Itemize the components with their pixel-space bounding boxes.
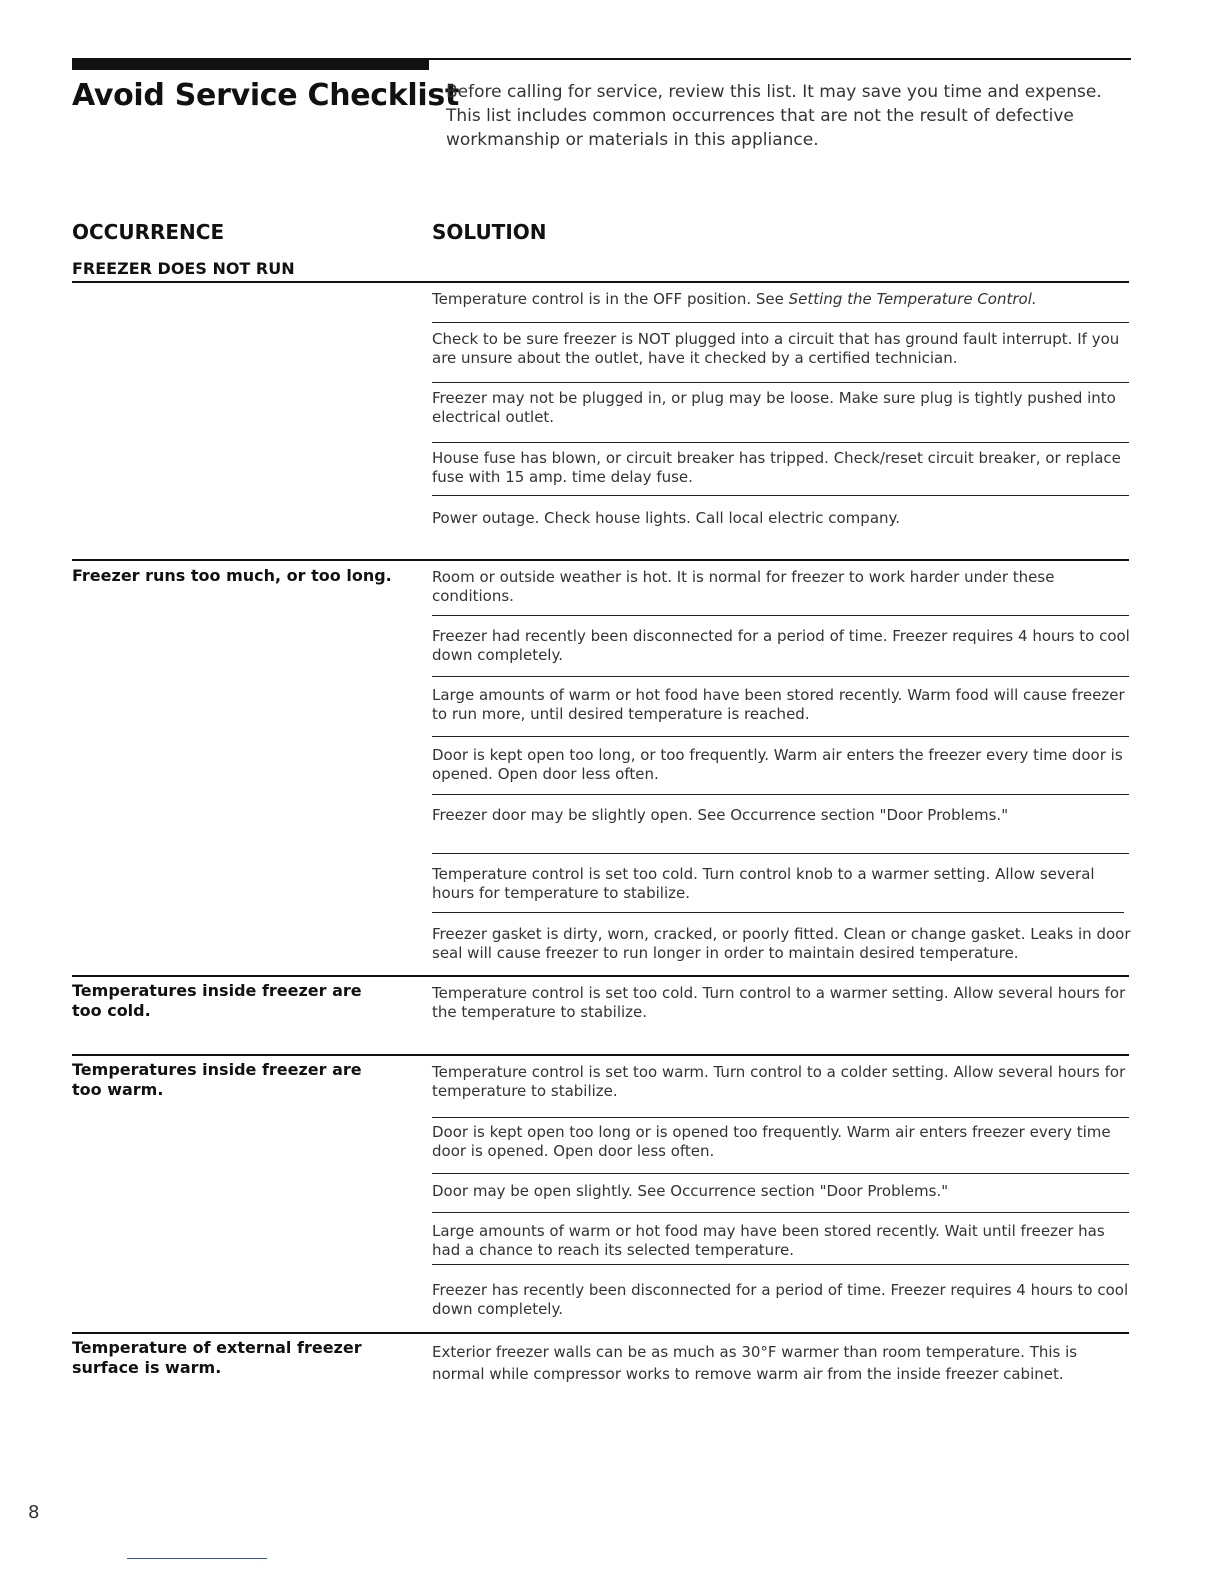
item-divider xyxy=(432,794,1129,795)
page-title: Avoid Service Checklist xyxy=(72,78,459,113)
item-divider xyxy=(432,615,1129,616)
occurrence-external-warm: Temperature of external freezer surface is warm. xyxy=(72,1338,362,1377)
solution-reference: Setting the Temperature Control. xyxy=(788,290,1037,308)
solution-item: Freezer had recently been disconnected for a period of time. Freezer requires 4 hours to cool down completely. xyxy=(432,627,1130,664)
header-rule xyxy=(429,58,1131,60)
section-rule xyxy=(72,1332,1129,1334)
solution-item: Freezer gasket is dirty, worn, cracked, or poorly fitted. Clean or change gasket. Leaks in door seal will cause freezer to run longer in order to maintain desired temperature. xyxy=(432,925,1131,962)
item-divider xyxy=(432,1264,1129,1265)
solution-item: Power outage. Check house lights. Call local electric company. xyxy=(432,509,901,527)
item-divider xyxy=(432,853,1129,854)
solution-item: Exterior freezer walls can be as much as 30°F warmer than room temperature. This is normal while compressor works to remove warm air from the inside freezer cabinet. xyxy=(432,1343,1078,1383)
item-divider xyxy=(432,912,1124,913)
item-divider xyxy=(432,442,1129,443)
occurrence-column-heading: OCCURRENCE xyxy=(72,220,225,244)
solution-item: Door is kept open too long, or too frequently. Warm air enters the freezer every time door is opened. Open door less often. xyxy=(432,746,1123,783)
occurrence-too-warm: Temperatures inside freezer are too warm. xyxy=(72,1060,362,1099)
solution-item: Temperature control is set too cold. Turn control to a warmer setting. Allow several hours for the temperature to stabilize. xyxy=(432,984,1126,1021)
section-rule xyxy=(72,559,1129,561)
solution-item: Freezer door may be slightly open. See Occurrence section "Door Problems." xyxy=(432,806,1009,824)
occurrence-freezer-does-not-run: FREEZER DOES NOT RUN xyxy=(72,259,295,278)
section-rule xyxy=(72,975,1129,977)
item-divider xyxy=(432,1212,1129,1213)
solution-item: Freezer has recently been disconnected for a period of time. Freezer requires 4 hours to cool down completely. xyxy=(432,1281,1129,1318)
solution-text: Temperature control is in the OFF position. See xyxy=(432,290,789,308)
solution-item: Freezer may not be plugged in, or plug may be loose. Make sure plug is tightly pushed into electrical outlet. xyxy=(432,389,1116,426)
intro-paragraph: Before calling for service, review this list. It may save you time and expense. This list includes common occurrences that are not the result of defective workmanship or materials in this appliance. xyxy=(446,82,1102,150)
solution-item: Temperature control is set too cold. Turn control knob to a warmer setting. Allow several hours for temperature to stabilize. xyxy=(432,865,1095,902)
item-divider xyxy=(432,1173,1129,1174)
solution-item: Check to be sure freezer is NOT plugged into a circuit that has ground fault interrupt. If you are unsure about the outlet, have it checked by a certified technician. xyxy=(432,330,1120,367)
item-divider xyxy=(432,1117,1129,1118)
solution-column-heading: SOLUTION xyxy=(432,220,547,244)
item-divider xyxy=(432,322,1129,323)
solution-item: House fuse has blown, or circuit breaker has tripped. Check/reset circuit breaker, or replace fuse with 15 amp. time delay fuse. xyxy=(432,449,1121,486)
solution-item: Room or outside weather is hot. It is normal for freezer to work harder under these conditions. xyxy=(432,568,1055,605)
item-divider xyxy=(432,676,1129,677)
item-divider xyxy=(432,736,1129,737)
item-divider xyxy=(432,382,1129,383)
occurrence-runs-too-much: Freezer runs too much, or too long. xyxy=(72,566,392,585)
page-number: 8 xyxy=(28,1502,40,1523)
section-rule xyxy=(72,281,1129,283)
solution-item: Temperature control is set too warm. Turn control to a colder setting. Allow several hours for temperature to stabilize. xyxy=(432,1063,1126,1100)
item-divider xyxy=(432,495,1129,496)
solution-item: Door may be open slightly. See Occurrence section "Door Problems." xyxy=(432,1182,949,1200)
solution-item: Large amounts of warm or hot food may have been stored recently. Wait until freezer has had a chance to reach its selected temperature. xyxy=(432,1222,1105,1259)
footer-rule xyxy=(127,1558,267,1559)
header-bar xyxy=(72,58,429,70)
section-rule xyxy=(72,1054,1129,1056)
solution-item: Door is kept open too long or is opened too frequently. Warm air enters freezer every time door is opened. Open door less often. xyxy=(432,1123,1111,1160)
solution-item xyxy=(432,290,1134,309)
occurrence-too-cold: Temperatures inside freezer are too cold. xyxy=(72,981,362,1020)
solution-item: Large amounts of warm or hot food have been stored recently. Warm food will cause freezer to run more, until desired temperature is reached. xyxy=(432,686,1125,723)
